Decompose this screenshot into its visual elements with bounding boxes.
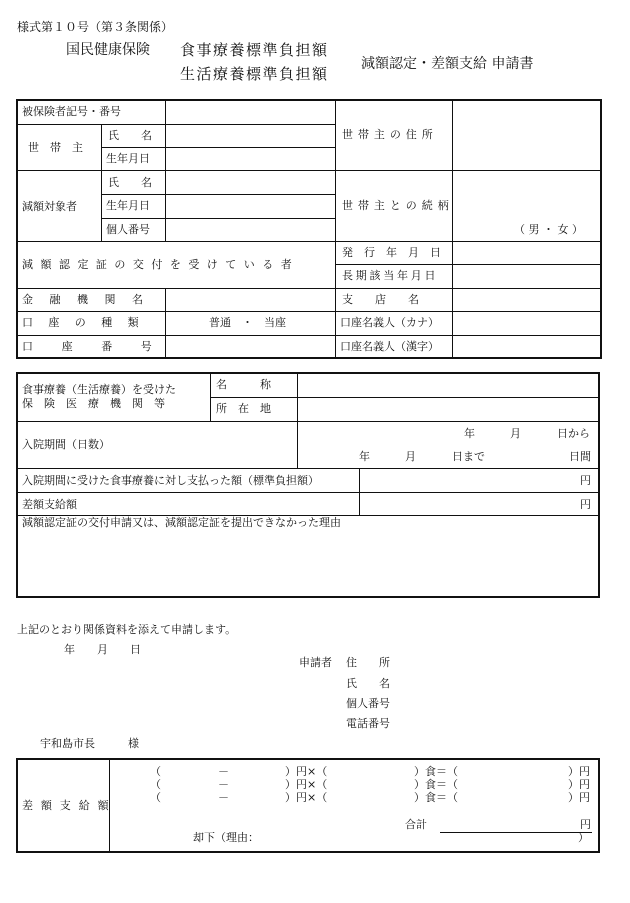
declaration-statement: 上記のとおり関係資料を添えて申請します。 — [17, 623, 237, 636]
applicant-label: 申請者 — [299, 656, 332, 669]
gender-options[interactable]: （ 男 ・ 女 ） — [514, 223, 583, 236]
valid-month-label: 長期該当年月日 — [342, 269, 439, 282]
declaration-date: 年 月 日 — [64, 643, 141, 656]
applicant-address-label: 住 所 — [346, 656, 390, 669]
calc-row-2: （ － ）円×（ ）食＝（ ）円 — [150, 778, 590, 791]
facility-address-label: 所 在 地 — [216, 402, 271, 415]
branch-label: 支 店 名 — [342, 293, 419, 306]
form-title: 減額認定・差額支給 申請書 — [361, 56, 534, 72]
householder-address-value[interactable] — [455, 102, 598, 168]
total-yen: 円 — [580, 818, 591, 831]
target-birth-label: 生年月日 — [106, 199, 150, 212]
holder-kanji-label: 口座名義人（漢字） — [340, 340, 439, 353]
cert-holder-label: 減額認定証の交付を受けている者 — [22, 258, 300, 271]
admission-label: 入院期間（日数） — [22, 438, 110, 451]
householder-birth-label: 生年月日 — [106, 152, 150, 165]
payment-label: 差 額 支 給 額 — [22, 799, 111, 812]
total-underline — [440, 832, 592, 833]
to-year: 年 — [359, 450, 370, 463]
account-type-value[interactable]: 普通 ・ 当座 — [209, 316, 286, 329]
item-living: 生活療養標準負担額 — [180, 65, 329, 83]
holder-kana-label: 口座名義人（カナ） — [340, 316, 439, 329]
facility-label-line1: 食事療養（生活療養）を受けた — [22, 383, 176, 396]
from-month: 月 — [510, 427, 521, 440]
paid-amount-label: 入院期間に受けた食事療養に対し支払った額（標準負担額） — [22, 474, 319, 487]
target-name-label: 氏 名 — [108, 176, 152, 189]
calc-row-3: （ － ）円×（ ）食＝（ ）円 — [150, 791, 590, 804]
issue-date-label: 発 行 年 月 日 — [342, 246, 441, 259]
account-number-label: 口 座 番 号 — [22, 340, 154, 353]
reason-label: 減額認定証の交付申請又は、減額認定証を提出できなかった理由 — [22, 516, 341, 529]
total-label: 合計 — [405, 818, 427, 831]
insurance-label: 国民健康保険 — [66, 42, 150, 58]
facility-label-line2: 保 険 医 療 機 関 等 — [22, 397, 165, 410]
item-meal: 食事療養標準負担額 — [180, 41, 329, 59]
applicant-name-label: 氏 名 — [346, 677, 390, 690]
paid-amount-yen: 円 — [580, 474, 591, 487]
householder-address-label: 世帯主の住所 — [342, 128, 438, 141]
difference-yen: 円 — [580, 498, 591, 511]
insured-number-label: 被保険者記号・番号 — [22, 105, 121, 118]
householder-name-label: 氏 名 — [108, 129, 152, 142]
from-year: 年 — [464, 427, 475, 440]
bank-label: 金 融 機 関 名 — [22, 293, 146, 306]
applicant-personal-no-label: 個人番号 — [346, 697, 390, 710]
mayor-addressee: 宇和島市長 様 — [40, 737, 139, 750]
form-number: 様式第１０号（第３条関係） — [17, 20, 174, 34]
rejection-label: 却下（理由： — [193, 831, 259, 844]
to-day: 日まで — [452, 450, 485, 463]
householder-label: 世 帯 主 — [28, 141, 83, 154]
days-label: 日間 — [569, 450, 591, 463]
calc-row-1: （ － ）円×（ ）食＝（ ）円 — [150, 765, 590, 778]
insured-number-value[interactable] — [168, 102, 333, 122]
target-personal-no-label: 個人番号 — [106, 223, 150, 236]
applicant-phone-label: 電話番号 — [346, 717, 390, 730]
from-day: 日から — [557, 427, 590, 440]
to-month: 月 — [405, 450, 416, 463]
rejection-close: ） — [578, 831, 589, 844]
account-type-label: 口 座 の 種 類 — [22, 316, 141, 329]
relation-label: 世帯主との続柄 — [342, 199, 454, 212]
reduction-target-label: 減額対象者 — [22, 200, 77, 213]
facility-name-label: 名 称 — [216, 378, 271, 391]
difference-label: 差額支給額 — [22, 498, 77, 511]
